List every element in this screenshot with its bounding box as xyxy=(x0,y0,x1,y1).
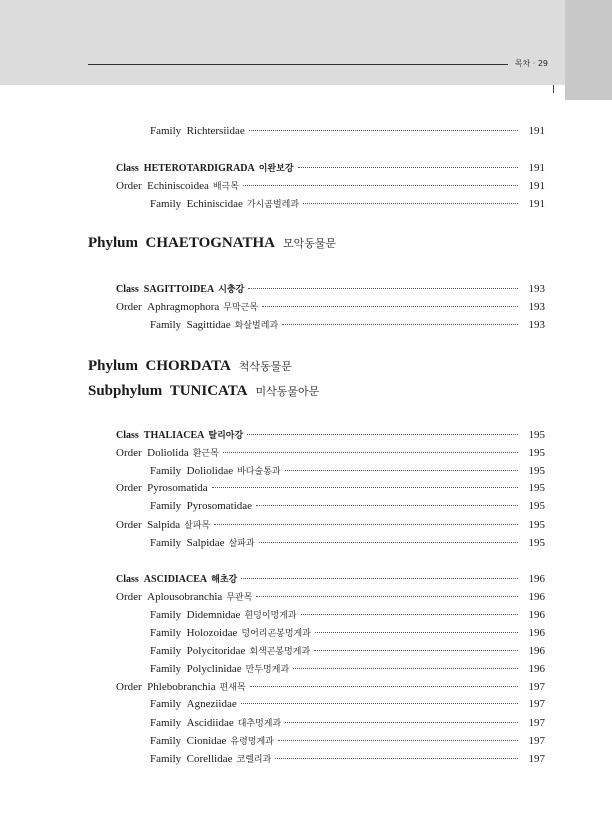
entry-rank: Family xyxy=(150,717,182,729)
entry-page-number: 196 xyxy=(528,663,545,675)
dot-leader xyxy=(223,452,518,453)
entry-rank: Order xyxy=(116,591,142,603)
entry-name: Corellidae xyxy=(186,753,233,765)
dot-leader xyxy=(241,703,518,704)
entry-page-number: 196 xyxy=(528,627,545,639)
entry-korean: 유령멍게과 xyxy=(230,737,274,747)
header-rule xyxy=(88,64,508,65)
toc-entry-order[interactable] xyxy=(0,179,612,195)
entry-korean: 이완보강 xyxy=(258,164,294,174)
phylum-heading xyxy=(88,383,319,400)
toc-entry-family[interactable] xyxy=(0,125,612,141)
entry-page-number: 197 xyxy=(528,698,545,710)
running-header-page: 목차 · 29 xyxy=(514,59,548,68)
entry-rank: Family xyxy=(150,465,182,477)
entry-rank: Family xyxy=(150,698,182,710)
entry-page-number: 196 xyxy=(528,591,545,603)
entry-korean: 만두멍게과 xyxy=(245,665,290,675)
entry-page-number: 191 xyxy=(528,180,545,192)
entry-korean: 화살벌레과 xyxy=(234,321,279,331)
entry-name: Sagittidae xyxy=(186,319,231,331)
dot-leader xyxy=(212,487,518,488)
entry-name: Doliolida xyxy=(147,447,189,459)
entry-name: HETEROTARDIGRADA xyxy=(143,163,255,174)
heading-korean: 모악동물문 xyxy=(282,237,337,250)
entry-name: Ascidiidae xyxy=(186,717,234,729)
entry-rank: Family xyxy=(150,198,182,210)
entry-name: THALIACEA xyxy=(143,430,205,441)
dot-leader xyxy=(278,740,518,741)
entry-korean: 덩어리곤봉멍게과 xyxy=(241,629,311,639)
entry-rank: Order xyxy=(116,681,142,693)
entry-korean: 무막근목 xyxy=(223,303,259,313)
entry-rank: Class xyxy=(116,430,139,441)
entry-name: SAGITTOIDEA xyxy=(143,284,215,295)
entry-page-number: 195 xyxy=(528,482,545,494)
toc-entry-order[interactable] xyxy=(0,446,612,462)
dot-leader xyxy=(298,167,518,168)
entry-rank: Family xyxy=(150,663,182,675)
heading-korean: 미삭동물아문 xyxy=(255,385,320,398)
heading-name: CHORDATA xyxy=(145,358,231,374)
entry-korean: 대추멍게과 xyxy=(237,719,282,729)
entry-name: Pyrosomatidae xyxy=(186,500,253,512)
entry-rank: Order xyxy=(116,482,142,494)
phylum-heading xyxy=(88,235,336,252)
toc-entry-class[interactable] xyxy=(0,161,612,177)
entry-name: Holozoidae xyxy=(186,627,238,639)
toc-entry-class[interactable] xyxy=(0,572,612,588)
dot-leader xyxy=(256,596,518,597)
toc-entry-family[interactable] xyxy=(0,716,612,732)
heading-rank: Phylum xyxy=(88,235,139,251)
entry-rank: Family xyxy=(150,500,182,512)
entry-korean: 코렐리과 xyxy=(236,755,272,765)
entry-page-number: 193 xyxy=(528,319,545,331)
entry-rank: Family xyxy=(150,319,182,331)
entry-name: Polycitoridae xyxy=(186,645,246,657)
toc-entry-family[interactable] xyxy=(0,752,612,768)
entry-rank: Family xyxy=(150,537,182,549)
entry-name: Doliolidae xyxy=(186,465,234,477)
dot-leader xyxy=(214,524,518,525)
entry-korean: 살파과 xyxy=(228,539,255,549)
entry-page-number: 195 xyxy=(528,465,545,477)
toc-entry-family[interactable] xyxy=(0,626,612,642)
dot-leader xyxy=(248,288,518,289)
entry-name: Salpida xyxy=(147,519,181,531)
entry-korean: 바다술통과 xyxy=(237,467,281,477)
heading-rank: Subphylum xyxy=(88,383,163,399)
entry-rank: Class xyxy=(116,163,139,174)
entry-rank: Family xyxy=(150,645,182,657)
toc-entry-order[interactable] xyxy=(0,680,612,696)
entry-page-number: 197 xyxy=(528,735,545,747)
entry-page-number: 196 xyxy=(528,645,545,657)
entry-page-number: 193 xyxy=(528,283,545,295)
heading-name: TUNICATA xyxy=(169,383,248,399)
heading-name: CHAETOGNATHA xyxy=(145,235,275,251)
toc-entry-family[interactable] xyxy=(0,608,612,624)
dot-leader xyxy=(303,203,518,204)
dot-leader xyxy=(247,434,518,435)
dot-leader xyxy=(243,185,518,186)
entry-page-number: 191 xyxy=(528,162,545,174)
page-edge-shade xyxy=(565,0,612,100)
dot-leader xyxy=(241,578,518,579)
dot-leader xyxy=(256,505,518,506)
entry-page-number: 195 xyxy=(528,500,545,512)
entry-name: Pyrosomatida xyxy=(147,482,208,494)
entry-rank: Class xyxy=(116,574,139,585)
entry-name: ASCIDIACEA xyxy=(143,574,208,585)
toc-entry-class[interactable] xyxy=(0,428,612,444)
entry-name: Richtersiidae xyxy=(186,125,245,137)
entry-korean: 무관목 xyxy=(226,593,253,603)
page-edge-rule xyxy=(553,85,554,93)
entry-rank: Family xyxy=(150,627,182,639)
dot-leader xyxy=(285,722,518,723)
entry-page-number: 193 xyxy=(528,301,545,313)
toc-entry-order[interactable] xyxy=(0,518,612,534)
entry-korean: 편새목 xyxy=(219,683,246,693)
entry-korean: 시충강 xyxy=(218,285,245,295)
entry-page-number: 191 xyxy=(528,198,545,210)
dot-leader xyxy=(282,324,518,325)
dot-leader xyxy=(315,632,518,633)
entry-name: Echiniscoidea xyxy=(147,180,209,192)
toc-entry-order[interactable] xyxy=(0,482,612,498)
toc-entry-family[interactable] xyxy=(0,698,612,714)
entry-korean: 환근목 xyxy=(192,449,219,459)
toc-entry-family[interactable] xyxy=(0,662,612,678)
dot-leader xyxy=(250,686,518,687)
entry-rank: Family xyxy=(150,609,182,621)
dot-leader xyxy=(293,668,518,669)
dot-leader xyxy=(314,650,518,651)
toc-entry-family[interactable] xyxy=(0,734,612,750)
dot-leader xyxy=(262,306,518,307)
entry-korean: 배극목 xyxy=(212,182,239,192)
dot-leader xyxy=(275,758,518,759)
entry-name: Didemnidae xyxy=(186,609,241,621)
entry-page-number: 196 xyxy=(528,609,545,621)
entry-name: Phlebobranchia xyxy=(147,681,216,693)
dot-leader xyxy=(301,614,518,615)
entry-korean: 회색곤봉멍게과 xyxy=(249,647,311,657)
entry-rank: Class xyxy=(116,284,139,295)
entry-page-number: 195 xyxy=(528,537,545,549)
toc-entry-family[interactable] xyxy=(0,644,612,660)
toc-entry-family[interactable] xyxy=(0,318,612,334)
entry-korean: 흰덩이멍게과 xyxy=(244,611,297,621)
entry-page-number: 197 xyxy=(528,717,545,729)
toc-entry-family[interactable] xyxy=(0,536,612,552)
toc-entry-family[interactable] xyxy=(0,197,612,213)
entry-rank: Order xyxy=(116,447,142,459)
dot-leader xyxy=(249,130,518,131)
entry-rank: Family xyxy=(150,753,182,765)
entry-page-number: 195 xyxy=(528,519,545,531)
entry-korean: 해초강 xyxy=(211,575,238,585)
entry-page-number: 196 xyxy=(528,573,545,585)
dot-leader xyxy=(259,542,518,543)
entry-name: Cionidae xyxy=(186,735,227,747)
entry-korean: 살파목 xyxy=(184,521,211,531)
toc-entry-family[interactable] xyxy=(0,464,612,480)
entry-page-number: 195 xyxy=(528,429,545,441)
dot-leader xyxy=(285,470,518,471)
entry-rank: Order xyxy=(116,180,142,192)
entry-name: Agneziidae xyxy=(186,698,237,710)
toc-entry-order[interactable] xyxy=(0,300,612,316)
entry-name: Aphragmophora xyxy=(147,301,220,313)
toc-entry-order[interactable] xyxy=(0,590,612,606)
heading-korean: 척삭동물문 xyxy=(238,360,292,373)
toc-entry-family[interactable] xyxy=(0,500,612,516)
entry-korean: 가시곰벌레과 xyxy=(246,200,300,210)
entry-rank: Family xyxy=(150,735,182,747)
entry-name: Salpidae xyxy=(186,537,225,549)
toc-entry-class[interactable] xyxy=(0,282,612,298)
heading-rank: Phylum xyxy=(88,358,139,374)
phylum-heading xyxy=(88,358,292,375)
entry-page-number: 195 xyxy=(528,447,545,459)
entry-rank: Family xyxy=(150,125,182,137)
entry-name: Polyclinidae xyxy=(186,663,242,675)
entry-rank: Order xyxy=(116,301,142,313)
entry-korean: 탈리아강 xyxy=(208,431,244,441)
entry-page-number: 197 xyxy=(528,681,545,693)
entry-name: Echiniscidae xyxy=(186,198,243,210)
entry-rank: Order xyxy=(116,519,142,531)
header-band xyxy=(0,0,565,85)
entry-page-number: 191 xyxy=(528,125,545,137)
entry-name: Aplousobranchia xyxy=(147,591,223,603)
entry-page-number: 197 xyxy=(528,753,545,765)
